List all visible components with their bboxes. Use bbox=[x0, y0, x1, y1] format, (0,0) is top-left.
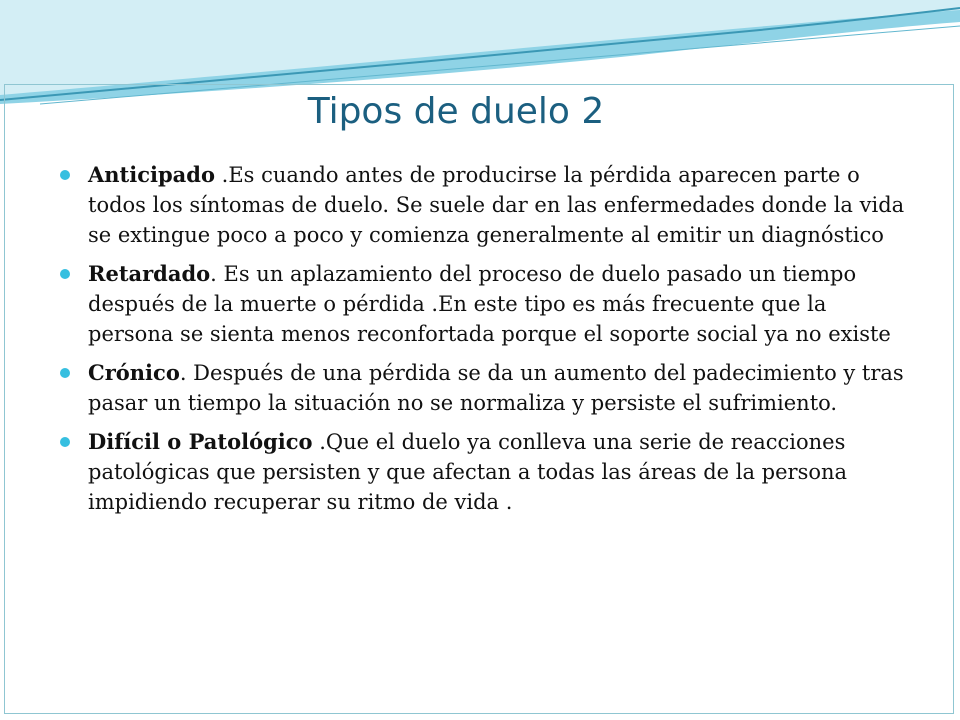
bullet-dot-icon bbox=[60, 269, 70, 279]
bullet-item-patologico bbox=[60, 427, 910, 517]
bullet-term: Crónico bbox=[88, 360, 180, 385]
bullet-description: . Después de una pérdida se da un aumento del padecimiento y tras pasar un tiempo la situación no se normaliza y persiste el sufrimiento. bbox=[88, 361, 904, 415]
bullet-dot-icon bbox=[60, 368, 70, 378]
bullet-term: Retardado bbox=[88, 261, 211, 286]
bullet-term: Anticipado bbox=[88, 162, 215, 187]
bullet-term: Difícil o Patológico bbox=[88, 429, 313, 454]
bullet-text bbox=[88, 259, 910, 349]
bullet-text bbox=[88, 160, 910, 250]
bullet-list bbox=[60, 160, 910, 526]
bullet-dot-icon bbox=[60, 170, 70, 180]
bullet-item-cronico bbox=[60, 358, 910, 418]
bullet-item-anticipado bbox=[60, 160, 910, 250]
bullet-description: .Que el duelo ya conlleva una serie de reacciones patológicas que persisten y que afectan a todas las áreas de la persona impidiendo recuperar su ritmo de vida . bbox=[88, 430, 848, 514]
bullet-text bbox=[88, 427, 910, 517]
bullet-description: .Es cuando antes de producirse la pérdida aparecen parte o todos los síntomas de duelo. Se suele dar en las enfermedades donde la vida se extingue poco a poco y comienza generalmente al emitir un diagnóstico bbox=[88, 163, 905, 247]
bullet-description: . Es un aplazamiento del proceso de duelo pasado un tiempo después de la muerte o pérdida .En este tipo es más frecuente que la persona se sienta menos reconfortada porque el soporte social ya no existe bbox=[88, 262, 891, 346]
slide-title: Tipos de duelo 2 bbox=[307, 91, 605, 132]
bullet-dot-icon bbox=[60, 437, 70, 447]
bullet-item-retardado bbox=[60, 259, 910, 349]
bullet-text bbox=[88, 358, 910, 418]
